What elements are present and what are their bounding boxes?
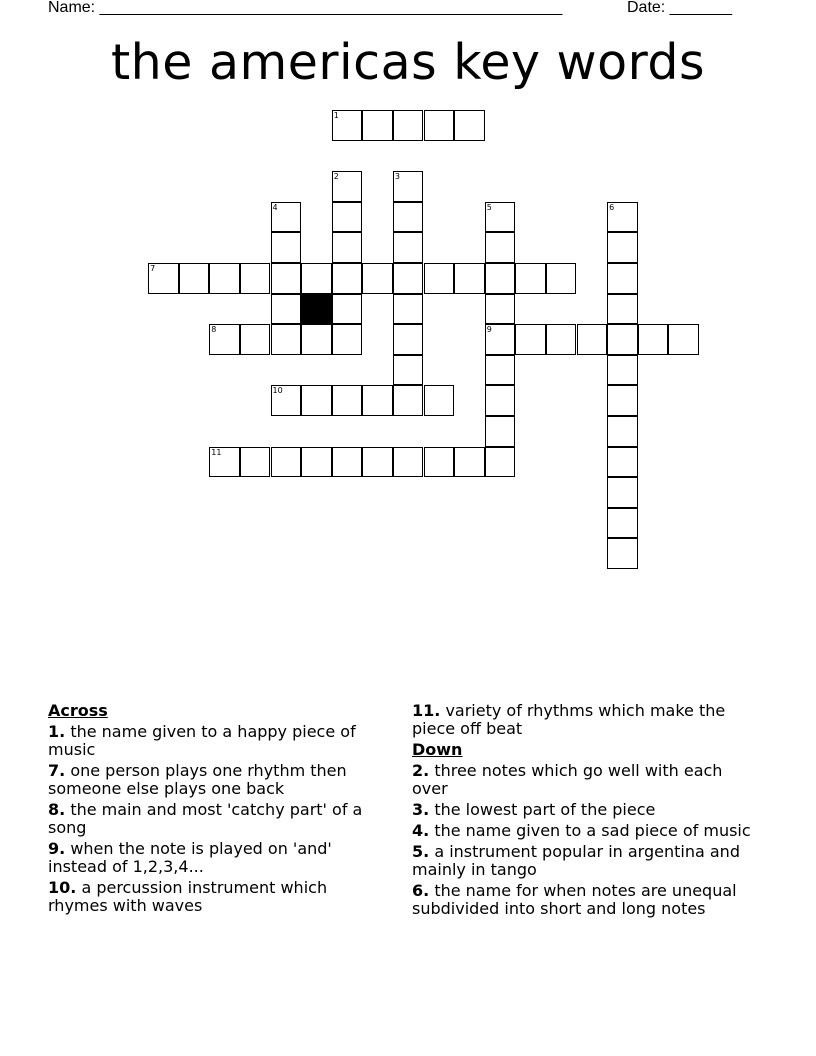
crossword-cell[interactable]: [393, 447, 424, 478]
crossword-cell[interactable]: [454, 263, 485, 294]
crossword-cell[interactable]: [301, 385, 332, 416]
crossword-cell[interactable]: [393, 294, 424, 325]
crossword-cell[interactable]: [607, 385, 638, 416]
clue-number-label: 8: [211, 325, 217, 335]
crossword-cell[interactable]: [271, 447, 302, 478]
down-clue: [412, 882, 752, 918]
clue-number-label: 1: [333, 111, 339, 120]
crossword-cell[interactable]: [393, 324, 424, 355]
crossword-cell[interactable]: [332, 385, 363, 416]
crossword-cell[interactable]: [393, 202, 424, 233]
crossword-cell[interactable]: [179, 263, 210, 294]
crossword-cell[interactable]: [607, 508, 638, 539]
crossword-cell[interactable]: [607, 477, 638, 508]
crossword-cell[interactable]: [485, 232, 516, 263]
crossword-cell[interactable]: [638, 324, 669, 355]
crossword-cell[interactable]: [332, 232, 363, 263]
across-clue: [48, 801, 388, 837]
clue-number: 3.: [412, 800, 430, 819]
clue-number: 7.: [48, 761, 66, 780]
crossword-cell[interactable]: [393, 263, 424, 294]
crossword-cell[interactable]: [209, 263, 240, 294]
crossword-cell[interactable]: [485, 202, 516, 233]
crossword-cell[interactable]: [332, 294, 363, 325]
crossword-cell[interactable]: [332, 171, 363, 202]
crossword-cell[interactable]: [607, 447, 638, 478]
down-clue: [412, 801, 752, 819]
clue-text: when the note is played on 'and' instead of 1,2,3,4...: [48, 839, 332, 876]
clue-number-label: 7: [150, 264, 156, 273]
crossword-cell[interactable]: [271, 263, 302, 294]
crossword-cell[interactable]: [546, 324, 577, 355]
crossword-cell[interactable]: [393, 232, 424, 263]
clue-text: a percussion instrument which rhymes with waves: [48, 878, 328, 915]
down-clue: [412, 822, 752, 840]
crossword-cell[interactable]: [301, 324, 332, 355]
clue-number: 9.: [48, 839, 66, 858]
across-clue: [48, 879, 388, 915]
crossword-cell[interactable]: [301, 447, 332, 478]
down-clue: [412, 843, 752, 879]
clue-number-label: 10: [272, 386, 283, 396]
crossword-cell[interactable]: [271, 232, 302, 263]
clue-text: one person plays one rhythm then someone else plays one back: [48, 761, 347, 798]
crossword-cell[interactable]: [393, 171, 424, 202]
crossword-cell[interactable]: [240, 447, 271, 478]
across-clue: [48, 723, 388, 759]
crossword-cell[interactable]: [332, 110, 363, 141]
clue-number: 11.: [412, 701, 441, 720]
crossword-cell[interactable]: [271, 385, 302, 416]
down-clue: [412, 762, 752, 798]
crossword-cell[interactable]: [546, 263, 577, 294]
clue-text: the name for when notes are unequal subdivided into short and long notes: [412, 881, 737, 918]
crossword-cell[interactable]: [240, 263, 271, 294]
crossword-cell[interactable]: [485, 385, 516, 416]
crossword-cell[interactable]: [424, 385, 455, 416]
crossword-cell[interactable]: [607, 416, 638, 447]
crossword-cell[interactable]: [485, 324, 516, 355]
crossword-cell[interactable]: [393, 110, 424, 141]
crossword-cell[interactable]: [393, 355, 424, 386]
crossword-cell[interactable]: [271, 294, 302, 325]
clue-text: the name given to a sad piece of music: [434, 821, 751, 840]
crossword-cell[interactable]: [332, 202, 363, 233]
crossword-cell[interactable]: [424, 447, 455, 478]
clue-number-label: 5: [486, 202, 492, 212]
crossword-cell[interactable]: [362, 110, 393, 141]
crossword-cell[interactable]: [148, 263, 179, 294]
crossword-cell[interactable]: [454, 447, 485, 478]
crossword-cell[interactable]: [332, 447, 363, 478]
crossword-black-cell: [301, 294, 332, 325]
clue-text: the main and most 'catchy part' of a song: [48, 800, 363, 837]
crossword-cell[interactable]: [424, 110, 455, 141]
crossword-cell[interactable]: [393, 385, 424, 416]
crossword-cell[interactable]: [332, 263, 363, 294]
crossword-cell[interactable]: [515, 263, 546, 294]
crossword-cell[interactable]: [485, 355, 516, 386]
crossword-cell[interactable]: [485, 416, 516, 447]
clue-number: 6.: [412, 881, 430, 900]
crossword-cell[interactable]: [577, 324, 608, 355]
clue-number-label: 11: [211, 447, 222, 457]
clue-text: the lowest part of the piece: [434, 800, 656, 819]
crossword-cell[interactable]: [485, 263, 516, 294]
crossword-cell[interactable]: [424, 263, 455, 294]
across-heading: Across: [48, 701, 108, 720]
clue-number-label: 2: [333, 172, 339, 182]
crossword-cell[interactable]: [607, 294, 638, 325]
clue-number-label: 4: [272, 202, 278, 212]
crossword-cell[interactable]: [515, 324, 546, 355]
crossword-cell[interactable]: [607, 324, 638, 355]
clue-number-label: 6: [609, 202, 615, 212]
crossword-cell[interactable]: [454, 110, 485, 141]
crossword-cell[interactable]: [485, 447, 516, 478]
crossword-cell[interactable]: [271, 324, 302, 355]
across-clue: [48, 840, 388, 876]
crossword-cell[interactable]: [485, 294, 516, 325]
crossword-cell[interactable]: [607, 355, 638, 386]
crossword-cell[interactable]: [209, 447, 240, 478]
clue-number-label: 9: [486, 325, 492, 335]
clue-number: 10.: [48, 878, 77, 897]
clue-number: 5.: [412, 842, 430, 861]
clue-number: 2.: [412, 761, 430, 780]
crossword-cell[interactable]: [607, 232, 638, 263]
crossword-cell[interactable]: [668, 324, 699, 355]
down-heading: Down: [412, 740, 463, 759]
crossword-cell[interactable]: [240, 324, 271, 355]
crossword-cell[interactable]: [209, 324, 240, 355]
clue-text: three notes which go well with each over: [412, 761, 723, 798]
crossword-cell[interactable]: [607, 202, 638, 233]
clues-column-left: [48, 702, 388, 918]
clue-text: a instrument popular in argentina and mainly in tango: [412, 842, 740, 879]
page-title: the americas key words: [110, 34, 706, 91]
across-clue: [48, 762, 388, 798]
clues-column-right: [412, 702, 752, 921]
crossword-cell[interactable]: [362, 263, 393, 294]
crossword-cell[interactable]: [332, 324, 363, 355]
clue-number: 1.: [48, 722, 66, 741]
clue-text: the name given to a happy piece of music: [48, 722, 356, 759]
crossword-cell[interactable]: [607, 263, 638, 294]
across-clue: [412, 702, 752, 738]
clue-text: variety of rhythms which make the piece off beat: [412, 701, 726, 738]
crossword-cell[interactable]: [271, 202, 302, 233]
crossword-cell[interactable]: [607, 538, 638, 569]
clue-number: 4.: [412, 821, 430, 840]
crossword-cell[interactable]: [362, 385, 393, 416]
clue-number: 8.: [48, 800, 66, 819]
crossword-cell[interactable]: [301, 263, 332, 294]
date-field-line: Date: _______: [627, 0, 732, 16]
name-field-line: Name: ____________________________________________________: [48, 0, 563, 16]
crossword-cell[interactable]: [362, 447, 393, 478]
clue-number-label: 3: [394, 172, 400, 182]
